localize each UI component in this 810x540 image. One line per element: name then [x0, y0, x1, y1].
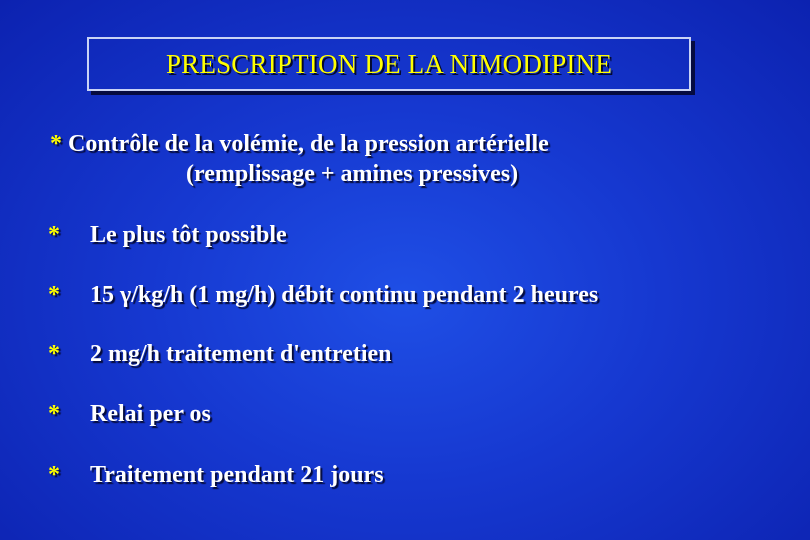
bullet-star: * [48, 282, 60, 308]
slide-title: PRESCRIPTION DE LA NIMODIPINE [165, 48, 613, 79]
bullet-star: * [48, 401, 60, 427]
bullet-star: * [48, 341, 60, 367]
title-box [87, 37, 691, 91]
bullet-text: Le plus tôt possible [90, 222, 287, 248]
bullet-star: * [48, 222, 60, 248]
bullet-text: 2 mg/h traitement d'entretien [90, 341, 392, 367]
intro-bullet-star: * [50, 131, 62, 157]
intro-text-1: Contrôle de la volémie, de la pression artérielle [68, 131, 549, 157]
intro-line-2: (remplissage + amines pressives) [186, 161, 519, 187]
bullet-text: Traitement pendant 21 jours [90, 462, 384, 488]
intro-line-1 [50, 131, 549, 158]
bullet-text: 15 γ/kg/h (1 mg/h) débit continu pendant 2 heures [90, 282, 599, 308]
bullet-star: * [48, 462, 60, 488]
bullet-text: Relai per os [90, 401, 211, 427]
